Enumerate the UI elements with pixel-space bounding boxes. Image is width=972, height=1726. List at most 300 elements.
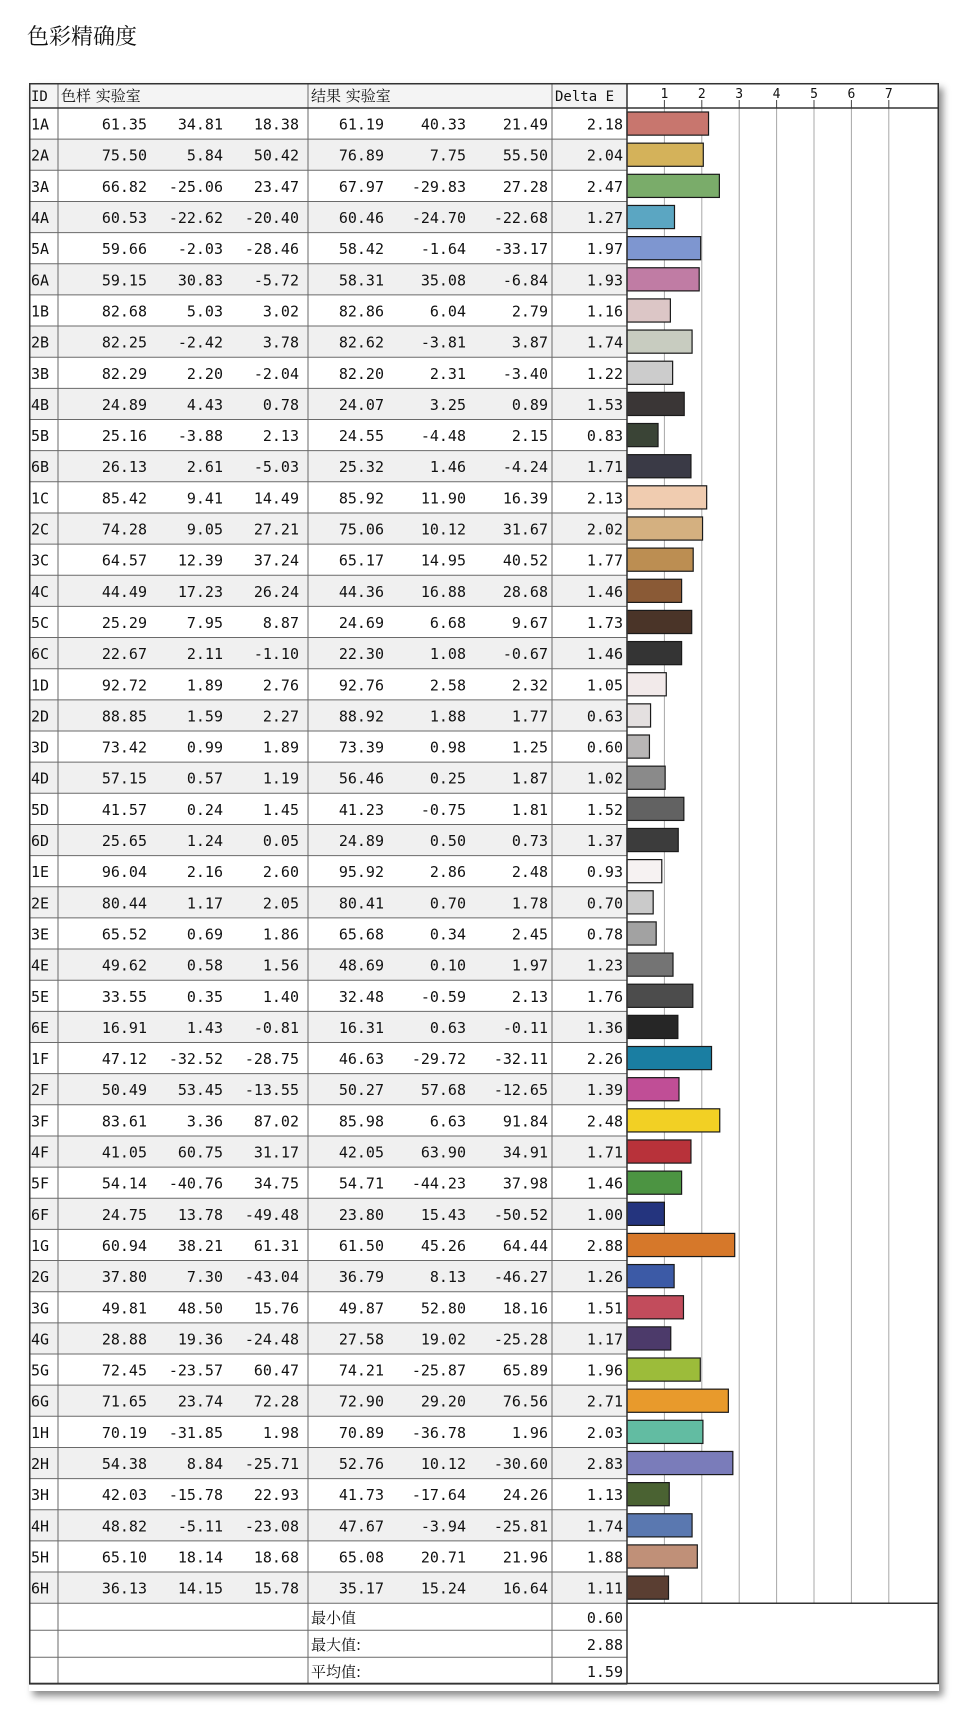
- sample-lab-value: 1.19: [262, 769, 299, 788]
- delta-e-value: 1.46: [586, 1174, 623, 1193]
- sample-lab-value: 4.43: [186, 395, 223, 414]
- sample-lab-value: -22.62: [168, 209, 223, 228]
- result-lab-value: 1.78: [511, 894, 548, 913]
- result-lab-value: 41.23: [338, 800, 384, 819]
- row-id: 1H: [31, 1423, 50, 1442]
- sample-lab-value: 15.78: [253, 1579, 299, 1598]
- result-lab-value: -36.78: [411, 1423, 466, 1442]
- delta-e-value: 1.37: [586, 832, 623, 851]
- delta-e-bar-4H: [627, 1514, 692, 1537]
- result-lab-value: 61.19: [338, 115, 384, 134]
- sample-lab-value: 14.49: [253, 489, 299, 508]
- sample-lab-value: 13.78: [177, 1205, 223, 1224]
- result-lab-value: 2.58: [429, 676, 466, 695]
- result-lab-value: 24.69: [338, 613, 384, 632]
- table-background: [29, 83, 939, 1684]
- result-lab-value: 2.15: [511, 427, 548, 446]
- sample-lab-value: 3.02: [262, 302, 299, 321]
- sample-lab-value: 88.85: [101, 707, 147, 726]
- delta-e-value: 1.46: [586, 582, 623, 601]
- delta-e-bar-6H: [627, 1576, 669, 1599]
- result-lab-value: 14.95: [420, 551, 466, 570]
- sample-lab-value: 1.40: [262, 987, 299, 1006]
- result-lab-value: 0.73: [511, 832, 548, 851]
- result-lab-value: 49.87: [338, 1299, 384, 1318]
- result-lab-value: 85.92: [338, 489, 384, 508]
- sample-lab-value: -23.08: [244, 1517, 299, 1536]
- result-lab-value: 48.69: [338, 956, 384, 975]
- result-lab-value: 15.43: [420, 1205, 466, 1224]
- result-lab-value: 42.05: [338, 1143, 384, 1162]
- delta-e-value: 1.26: [586, 1268, 623, 1287]
- sample-lab-value: 48.82: [101, 1517, 147, 1536]
- delta-e-chart: [29, 83, 939, 1691]
- result-lab-value: 64.44: [502, 1236, 548, 1255]
- result-lab-value: -0.11: [502, 1018, 548, 1037]
- row-id: 6A: [31, 271, 50, 290]
- delta-e-bar-6B: [627, 455, 691, 478]
- row-id: 2D: [31, 707, 50, 726]
- delta-e-value: 1.39: [586, 1081, 623, 1100]
- result-lab-value: 95.92: [338, 863, 384, 882]
- sample-lab-value: -1.10: [253, 645, 299, 664]
- row-id: 1E: [31, 863, 50, 882]
- result-lab-value: 58.42: [338, 240, 384, 259]
- delta-e-value: 1.77: [586, 551, 623, 570]
- result-lab-value: 32.48: [338, 987, 384, 1006]
- result-lab-value: -4.48: [420, 427, 466, 446]
- summary-value: 2.88: [586, 1636, 623, 1655]
- result-lab-value: 2.31: [429, 364, 466, 383]
- tick-label-4: 4: [772, 87, 781, 102]
- delta-e-value: 0.60: [586, 738, 623, 757]
- sample-lab-value: 65.10: [101, 1548, 147, 1567]
- result-lab-value: 56.46: [338, 769, 384, 788]
- result-lab-value: -0.67: [502, 645, 548, 664]
- result-lab-value: 0.50: [429, 832, 466, 851]
- sample-lab-value: 30.83: [177, 271, 223, 290]
- result-lab-value: -32.11: [493, 1050, 548, 1069]
- sample-lab-value: 37.24: [253, 551, 299, 570]
- row-id: 6H: [31, 1579, 50, 1598]
- result-lab-value: 65.08: [338, 1548, 384, 1567]
- row-id: 1C: [31, 489, 50, 508]
- row-id: 6D: [31, 832, 50, 851]
- row-id: 2A: [31, 146, 50, 165]
- result-lab-value: 10.12: [420, 1455, 466, 1474]
- result-lab-value: 47.67: [338, 1517, 384, 1536]
- result-lab-value: 6.63: [429, 1112, 466, 1131]
- result-lab-value: 91.84: [502, 1112, 548, 1131]
- result-lab-value: 29.20: [420, 1392, 466, 1411]
- delta-e-bar-3H: [627, 1483, 669, 1506]
- delta-e-bar-3F: [627, 1109, 720, 1132]
- delta-e-bar-5G: [627, 1358, 700, 1381]
- row-id: 4A: [31, 209, 50, 228]
- sample-lab-value: 59.66: [101, 240, 147, 259]
- sample-lab-value: 18.68: [253, 1548, 299, 1567]
- result-lab-value: 23.80: [338, 1205, 384, 1224]
- result-lab-value: -44.23: [411, 1174, 466, 1193]
- delta-e-bar-1B: [627, 299, 670, 322]
- sample-lab-value: 27.21: [253, 520, 299, 539]
- result-lab-value: -29.72: [411, 1050, 466, 1069]
- delta-e-bar-1F: [627, 1047, 712, 1070]
- sample-lab-value: -40.76: [168, 1174, 223, 1193]
- delta-e-value: 2.26: [586, 1050, 623, 1069]
- sample-lab-value: -2.03: [177, 240, 223, 259]
- delta-e-bar-6E: [627, 1015, 678, 1038]
- result-lab-value: 36.79: [338, 1268, 384, 1287]
- sample-lab-value: 16.91: [101, 1018, 147, 1037]
- result-lab-value: 88.92: [338, 707, 384, 726]
- sample-lab-value: -15.78: [168, 1486, 223, 1505]
- sample-lab-value: 1.17: [186, 894, 223, 913]
- delta-e-value: 1.97: [586, 240, 623, 259]
- delta-e-bar-6A: [627, 268, 699, 291]
- result-lab-value: 35.17: [338, 1579, 384, 1598]
- summary-value: 1.59: [586, 1663, 623, 1682]
- sample-lab-value: -49.48: [244, 1205, 299, 1224]
- delta-e-bar-5C: [627, 610, 692, 633]
- page-title: 色彩精确度: [27, 25, 138, 50]
- sample-lab-value: 41.57: [101, 800, 147, 819]
- result-lab-value: 65.89: [502, 1361, 548, 1380]
- sample-lab-value: -25.71: [244, 1455, 299, 1474]
- delta-e-bar-3B: [627, 361, 673, 384]
- delta-e-value: 1.13: [586, 1486, 623, 1505]
- delta-e-value: 1.16: [586, 302, 623, 321]
- result-lab-value: -17.64: [411, 1486, 466, 1505]
- result-lab-value: 76.56: [502, 1392, 548, 1411]
- result-lab-value: 0.25: [429, 769, 466, 788]
- sample-lab-value: 23.47: [253, 177, 299, 196]
- delta-e-bar-2D: [627, 704, 651, 727]
- sample-lab-value: 1.59: [186, 707, 223, 726]
- sample-lab-value: 49.62: [101, 956, 147, 975]
- result-lab-value: 24.55: [338, 427, 384, 446]
- delta-e-value: 1.74: [586, 1517, 623, 1536]
- result-lab-value: 75.06: [338, 520, 384, 539]
- delta-e-value: 1.11: [586, 1579, 623, 1598]
- result-lab-value: 27.58: [338, 1330, 384, 1349]
- delta-e-bar-6C: [627, 642, 682, 665]
- summary-label: 平均值:: [311, 1663, 362, 1682]
- result-lab-value: 85.98: [338, 1112, 384, 1131]
- sample-lab-value: 5.03: [186, 302, 223, 321]
- result-lab-value: -25.81: [493, 1517, 548, 1536]
- delta-e-bar-2F: [627, 1078, 679, 1101]
- delta-e-bar-6D: [627, 828, 678, 851]
- sample-lab-value: -43.04: [244, 1268, 299, 1287]
- result-lab-value: 0.89: [511, 395, 548, 414]
- result-lab-value: 41.73: [338, 1486, 384, 1505]
- result-lab-value: 70.89: [338, 1423, 384, 1442]
- delta-e-bar-6F: [627, 1202, 664, 1225]
- sample-lab-value: -32.52: [168, 1050, 223, 1069]
- result-lab-value: 82.20: [338, 364, 384, 383]
- delta-e-value: 0.78: [586, 925, 623, 944]
- delta-e-bar-2E: [627, 891, 653, 914]
- row-id: 6G: [31, 1392, 50, 1411]
- result-lab-value: 21.96: [502, 1548, 548, 1567]
- result-lab-value: -3.81: [420, 333, 466, 352]
- result-lab-value: -12.65: [493, 1081, 548, 1100]
- delta-e-value: 0.70: [586, 894, 623, 913]
- result-lab-value: -3.40: [502, 364, 548, 383]
- row-id: 1A: [31, 115, 50, 134]
- sample-lab-value: 12.39: [177, 551, 223, 570]
- delta-e-bar-2G: [627, 1265, 674, 1288]
- sample-lab-value: 2.13: [262, 427, 299, 446]
- sample-lab-value: 61.31: [253, 1236, 299, 1255]
- result-lab-value: 1.81: [511, 800, 548, 819]
- result-lab-value: -29.83: [411, 177, 466, 196]
- result-lab-value: 82.62: [338, 333, 384, 352]
- sample-lab-value: 0.58: [186, 956, 223, 975]
- delta-e-bar-5A: [627, 237, 701, 260]
- result-lab-value: 31.67: [502, 520, 548, 539]
- result-lab-value: 67.97: [338, 177, 384, 196]
- row-id: 2F: [31, 1081, 50, 1100]
- result-lab-value: 44.36: [338, 582, 384, 601]
- result-lab-value: 1.88: [429, 707, 466, 726]
- result-lab-value: 52.80: [420, 1299, 466, 1318]
- result-lab-value: 1.77: [511, 707, 548, 726]
- row-id: 6F: [31, 1205, 50, 1224]
- sample-lab-value: 1.56: [262, 956, 299, 975]
- delta-e-bar-4B: [627, 392, 684, 415]
- sample-lab-value: 7.95: [186, 613, 223, 632]
- row-id: 5B: [31, 427, 50, 446]
- delta-e-bar-5E: [627, 984, 693, 1007]
- sample-lab-value: 25.16: [101, 427, 147, 446]
- sample-lab-value: 18.38: [253, 115, 299, 134]
- delta-e-value: 1.02: [586, 769, 623, 788]
- delta-e-value: 1.76: [586, 987, 623, 1006]
- row-id: 4B: [31, 395, 50, 414]
- result-lab-value: 24.26: [502, 1486, 548, 1505]
- sample-lab-value: 0.05: [262, 832, 299, 851]
- row-id: 3D: [31, 738, 50, 757]
- sample-lab-value: 15.76: [253, 1299, 299, 1318]
- result-lab-value: 40.33: [420, 115, 466, 134]
- row-id: 5A: [31, 240, 50, 259]
- row-id: 4G: [31, 1330, 50, 1349]
- tick-label-5: 5: [810, 87, 818, 102]
- delta-e-value: 1.73: [586, 613, 623, 632]
- result-lab-value: 73.39: [338, 738, 384, 757]
- sample-lab-value: 0.99: [186, 738, 223, 757]
- delta-e-value: 1.71: [586, 1143, 623, 1162]
- sample-lab-value: 87.02: [253, 1112, 299, 1131]
- sample-lab-value: 2.61: [186, 458, 223, 477]
- result-lab-value: 24.89: [338, 832, 384, 851]
- result-lab-value: 80.41: [338, 894, 384, 913]
- result-lab-value: -46.27: [493, 1268, 548, 1287]
- delta-e-bar-1H: [627, 1420, 703, 1443]
- result-lab-value: 15.24: [420, 1579, 466, 1598]
- sample-lab-value: 31.17: [253, 1143, 299, 1162]
- result-lab-value: 3.25: [429, 395, 466, 414]
- delta-e-bar-2A: [627, 143, 703, 166]
- sample-lab-value: 24.75: [101, 1205, 147, 1224]
- sample-lab-value: 1.86: [262, 925, 299, 944]
- result-lab-value: 16.88: [420, 582, 466, 601]
- result-lab-value: 1.08: [429, 645, 466, 664]
- result-lab-value: -25.87: [411, 1361, 466, 1380]
- result-lab-value: 55.50: [502, 146, 548, 165]
- sample-lab-value: 41.05: [101, 1143, 147, 1162]
- color-accuracy-table: [29, 83, 939, 1691]
- sample-lab-value: -5.72: [253, 271, 299, 290]
- row-id: 6E: [31, 1018, 50, 1037]
- delta-e-bar-4F: [627, 1140, 691, 1163]
- row-id: 4D: [31, 769, 50, 788]
- delta-e-bar-1A: [627, 112, 709, 135]
- sample-lab-value: 74.28: [101, 520, 147, 539]
- row-id: 5H: [31, 1548, 50, 1567]
- sample-lab-value: 19.36: [177, 1330, 223, 1349]
- result-lab-value: -3.94: [420, 1517, 466, 1536]
- result-lab-value: 2.45: [511, 925, 548, 944]
- sample-lab-value: 2.16: [186, 863, 223, 882]
- delta-e-bar-3D: [627, 735, 649, 758]
- sample-lab-value: 2.05: [262, 894, 299, 913]
- result-lab-value: 1.97: [511, 956, 548, 975]
- sample-lab-value: 71.65: [101, 1392, 147, 1411]
- sample-lab-value: 28.88: [101, 1330, 147, 1349]
- sample-lab-value: 82.25: [101, 333, 147, 352]
- result-lab-value: 92.76: [338, 676, 384, 695]
- sample-lab-value: 38.21: [177, 1236, 223, 1255]
- delta-e-value: 1.23: [586, 956, 623, 975]
- sample-lab-value: -31.85: [168, 1423, 223, 1442]
- result-lab-value: 61.50: [338, 1236, 384, 1255]
- sample-lab-value: 2.20: [186, 364, 223, 383]
- delta-e-bar-4C: [627, 579, 682, 602]
- result-lab-value: 9.67: [511, 613, 548, 632]
- sample-lab-value: 1.43: [186, 1018, 223, 1037]
- sample-lab-value: 25.65: [101, 832, 147, 851]
- sample-lab-value: 54.38: [101, 1455, 147, 1474]
- row-id: 4E: [31, 956, 50, 975]
- sample-lab-value: 1.89: [262, 738, 299, 757]
- row-id: 1D: [31, 676, 50, 695]
- delta-e-bar-4D: [627, 766, 665, 789]
- row-id: 3A: [31, 177, 50, 196]
- sample-lab-value: 23.74: [177, 1392, 223, 1411]
- summary-label: 最小值: [311, 1609, 357, 1628]
- result-lab-value: 65.17: [338, 551, 384, 570]
- sample-lab-value: 0.78: [262, 395, 299, 414]
- sample-lab-value: 57.15: [101, 769, 147, 788]
- sample-lab-value: 82.29: [101, 364, 147, 383]
- result-lab-value: 2.48: [511, 863, 548, 882]
- sample-lab-value: -20.40: [244, 209, 299, 228]
- result-lab-value: 8.13: [429, 1268, 466, 1287]
- delta-e-value: 0.93: [586, 863, 623, 882]
- delta-e-value: 2.18: [586, 115, 623, 134]
- delta-e-bar-4E: [627, 953, 673, 976]
- delta-e-bar-5B: [627, 424, 658, 447]
- row-id: 4H: [31, 1517, 50, 1536]
- result-lab-value: -1.64: [420, 240, 466, 259]
- sample-lab-value: -3.88: [177, 427, 223, 446]
- sample-lab-value: 1.24: [186, 832, 223, 851]
- result-lab-value: 35.08: [420, 271, 466, 290]
- result-lab-value: 54.71: [338, 1174, 384, 1193]
- result-lab-value: 58.31: [338, 271, 384, 290]
- row-id: 3H: [31, 1486, 50, 1505]
- delta-e-bar-3C: [627, 548, 693, 571]
- row-id: 3B: [31, 364, 50, 383]
- sample-lab-value: 70.19: [101, 1423, 147, 1442]
- sample-lab-value: 26.24: [253, 582, 299, 601]
- result-lab-value: 20.71: [420, 1548, 466, 1567]
- summary-value: 0.60: [586, 1609, 623, 1628]
- delta-e-value: 2.88: [586, 1236, 623, 1255]
- result-lab-value: 16.31: [338, 1018, 384, 1037]
- sample-lab-value: 83.61: [101, 1112, 147, 1131]
- delta-e-value: 1.88: [586, 1548, 623, 1567]
- row-id: 3C: [31, 551, 50, 570]
- sample-lab-value: 44.49: [101, 582, 147, 601]
- result-lab-value: 1.46: [429, 458, 466, 477]
- delta-e-value: 0.83: [586, 427, 623, 446]
- result-lab-value: 1.87: [511, 769, 548, 788]
- delta-e-bar-2H: [627, 1451, 733, 1474]
- result-lab-value: 50.27: [338, 1081, 384, 1100]
- result-lab-value: 57.68: [420, 1081, 466, 1100]
- sample-lab-value: 37.80: [101, 1268, 147, 1287]
- sample-lab-value: 2.76: [262, 676, 299, 695]
- result-lab-value: 34.91: [502, 1143, 548, 1162]
- delta-e-bar-5F: [627, 1171, 682, 1194]
- sample-lab-value: 24.89: [101, 395, 147, 414]
- header-result: 结果 实验室: [311, 87, 391, 105]
- result-lab-value: 22.30: [338, 645, 384, 664]
- result-lab-value: 21.49: [502, 115, 548, 134]
- result-lab-value: 27.28: [502, 177, 548, 196]
- delta-e-value: 1.46: [586, 645, 623, 664]
- result-lab-value: 28.68: [502, 582, 548, 601]
- delta-e-value: 1.05: [586, 676, 623, 695]
- result-lab-value: -6.84: [502, 271, 548, 290]
- row-id: 1F: [31, 1050, 50, 1069]
- sample-lab-value: 54.14: [101, 1174, 147, 1193]
- sample-lab-value: 48.50: [177, 1299, 223, 1318]
- result-lab-value: 0.98: [429, 738, 466, 757]
- sample-lab-value: 3.36: [186, 1112, 223, 1131]
- result-lab-value: -22.68: [493, 209, 548, 228]
- result-lab-value: 6.04: [429, 302, 466, 321]
- sample-lab-value: 1.98: [262, 1423, 299, 1442]
- sample-lab-value: 85.42: [101, 489, 147, 508]
- result-lab-value: 24.07: [338, 395, 384, 414]
- delta-e-bar-4A: [627, 205, 674, 228]
- result-lab-value: 76.89: [338, 146, 384, 165]
- sample-lab-value: 0.35: [186, 987, 223, 1006]
- row-id: 1B: [31, 302, 50, 321]
- sample-lab-value: 7.30: [186, 1268, 223, 1287]
- delta-e-bar-3G: [627, 1296, 683, 1319]
- result-lab-value: 46.63: [338, 1050, 384, 1069]
- sample-lab-value: 49.81: [101, 1299, 147, 1318]
- delta-e-value: 1.93: [586, 271, 623, 290]
- result-lab-value: 19.02: [420, 1330, 466, 1349]
- sample-lab-value: -25.06: [168, 177, 223, 196]
